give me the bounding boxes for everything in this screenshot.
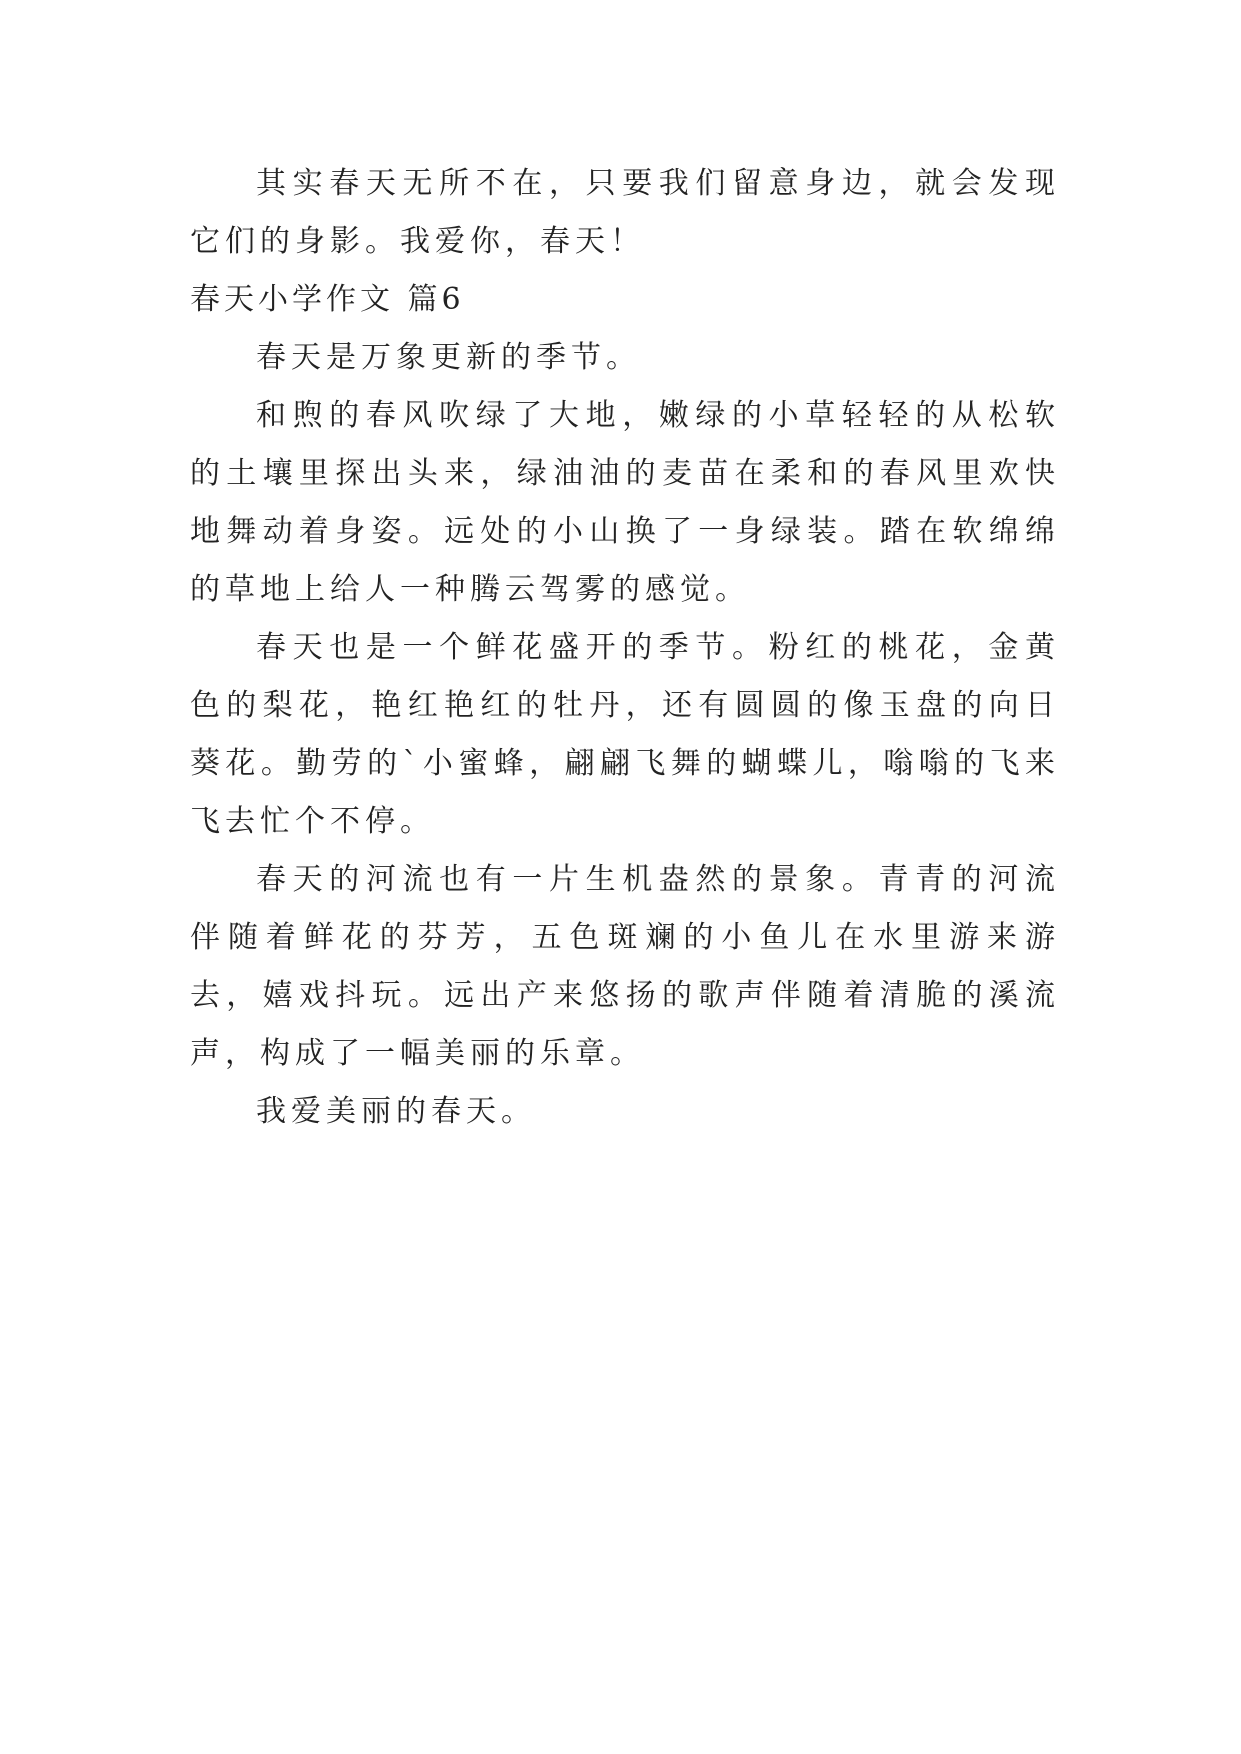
section-heading: 春天小学作文 篇6 xyxy=(190,282,465,317)
paragraph-flowers: 春天也是一个鲜花盛开的季节。粉红的桃花，金黄色的梨花，艳红艳红的牡丹，还有圆圆的像玉盘的向日葵花。勤劳的`小蜜蜂，翩翩飞舞的蝴蝶儿，嗡嗡的飞来飞去忙个不停。 xyxy=(190,630,1060,839)
paragraph-river: 春天的河流也有一片生机盎然的景象。青青的河流伴随着鲜花的芬芳，五色斑斓的小鱼儿在水里游来游去，嬉戏抖玩。远出产来悠扬的歌声伴随着清脆的溪流声，构成了一幅美丽的乐章。 xyxy=(190,862,1060,1071)
paragraph-spring-everywhere: 其实春天无所不在，只要我们留意身边，就会发现它们的身影。我爱你，春天！ xyxy=(190,166,1060,259)
paragraph-intro: 春天是万象更新的季节。 xyxy=(256,340,641,375)
document-body xyxy=(190,155,1060,1141)
paragraph-spring-breeze: 和煦的春风吹绿了大地，嫩绿的小草轻轻的从松软的土壤里探出头来，绿油油的麦苗在柔和的春风里欢快地舞动着身姿。远处的小山换了一身绿装。踏在软绵绵的草地上给人一种腾云驾雾的感觉。 xyxy=(190,398,1060,607)
paragraph-closing: 我爱美丽的春天。 xyxy=(256,1094,536,1129)
